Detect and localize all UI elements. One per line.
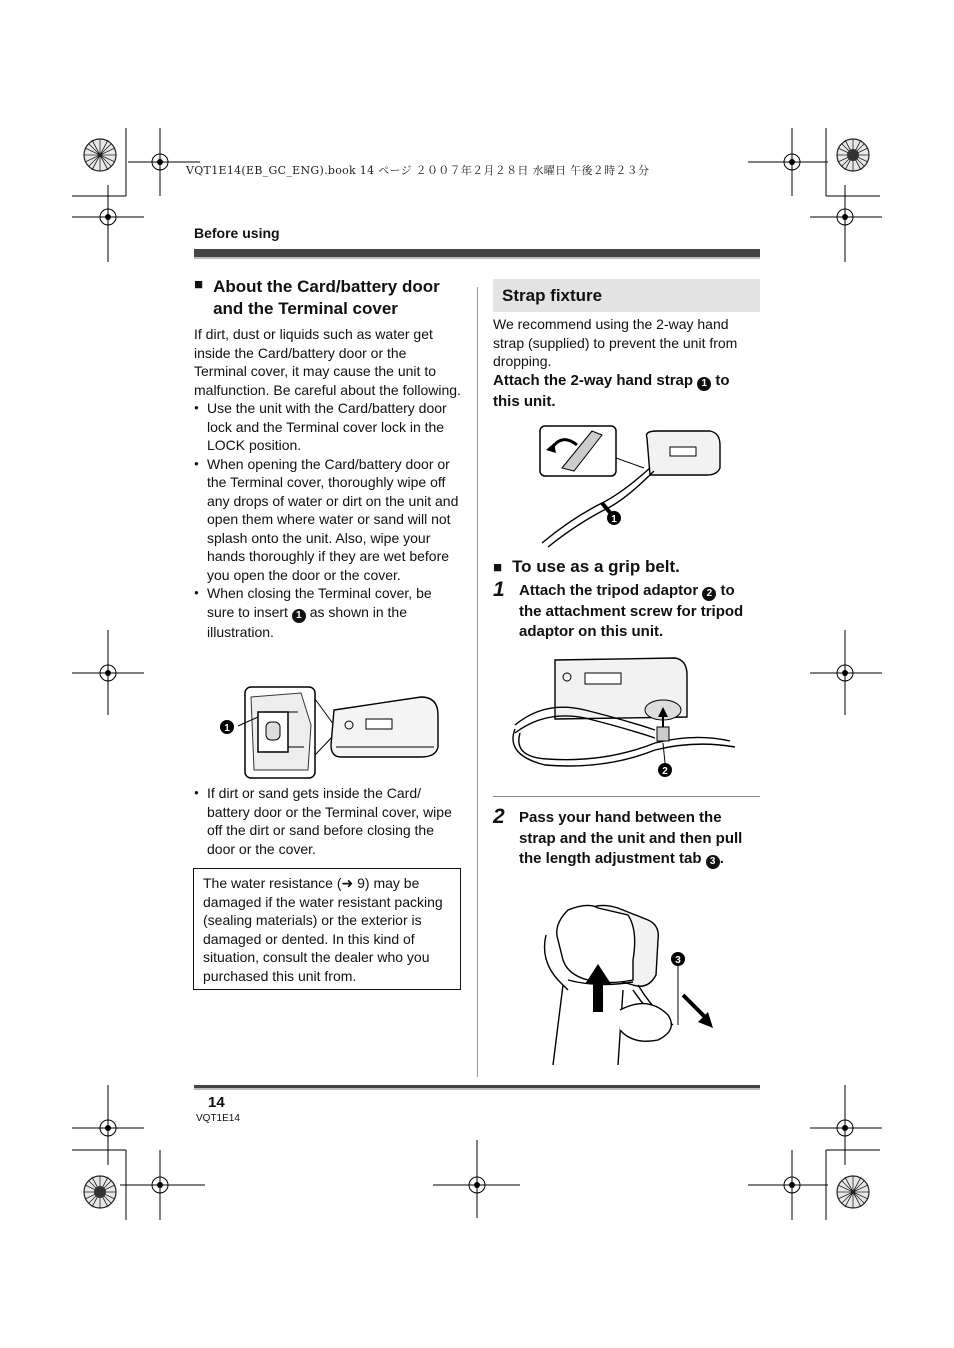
marker-one-label: 1 [224,723,230,734]
marker-one: 1 [697,377,711,391]
section-label: Before using [194,225,280,241]
marker-three-label: 3 [675,955,681,966]
bullet-closing-text-a: When closing the Terminal cover, be sure to insert [207,585,432,620]
attach-strap-instruction [493,371,760,412]
marker-three: 3 [706,855,720,869]
marker-two-label: 2 [662,766,668,777]
square-bullet-icon: ■ [493,558,503,576]
strap-recommendation: We recommend using the 2-way hand strap (supplied) to prevent the unit from dropping. [493,316,738,369]
strap-attach-illustration [532,423,732,553]
step-2-text [519,805,760,870]
strap-fixture-heading: Strap fixture [493,279,760,312]
step-2-text-b: . [719,850,724,867]
tripod-adaptor-illustration [505,655,750,783]
left-column-lower [194,784,462,858]
grip-belt-title: To use as a grip belt. [512,557,680,576]
attach-strap-text-a: Attach the 2-way hand strap [493,372,694,389]
step-separator [493,796,760,797]
attach-strap-text-b: to this unit. [493,372,730,410]
step-1 [493,578,760,643]
left-column [194,276,462,641]
column-divider [477,287,478,1077]
page-number: 14 [208,1094,225,1111]
hand-grip-illustration [538,900,718,1070]
bullet-closing [194,584,462,641]
bottom-rule-light [194,1088,760,1090]
print-header: VQT1E14(EB_GC_ENG).book 14 ページ ２００７年２月２８日 水曜日 午後２時２３分 [186,164,650,177]
marker-one-label: 1 [611,514,617,525]
terminal-cover-illustration [216,685,446,780]
step-2-number: 2 [493,805,505,828]
step-1-number: 1 [493,578,505,601]
top-rule [194,249,760,257]
step-2 [493,805,760,870]
marker-two: 2 [702,587,716,601]
card-door-heading [194,276,462,320]
step-1-text-a: Attach the tripod adaptor [519,582,699,599]
card-door-title: About the Card/battery door and the Terminal cover [213,277,440,318]
top-rule-light [194,257,760,259]
bullet-lock-position: ● Use the unit with the Card/battery door lock and the Terminal cover lock in the LOCK position. [194,399,462,455]
step-1-text-b: to the attachment screw for tripod adaptor on this unit. [519,582,744,640]
document-code: VQT1E14 [196,1113,240,1124]
bullet-opening: ● When opening the Card/battery door or the Terminal cover, thoroughly wipe off any drops of water or dirt on the unit and open them where water or sand will not splash onto the unit. Also, wipe your hands thoroughly if they are wet before you open the door or the cover. [194,455,462,585]
grip-belt-heading [493,556,680,578]
square-bullet-icon: ■ [194,276,204,293]
water-resistance-note: The water resistance (➜ 9) may be damaged if the water resistant packing (sealing materials) or the exterior is damaged or dented. In this kind of situation, consult the dealer who you purchased this unit from. [193,868,461,990]
intro-paragraph: If dirt, dust or liquids such as water get inside the Card/battery door or the Terminal cover, it may cause the unit to malfunction. Be careful about the following. [194,326,461,398]
bullet-closing-text-b: as shown in the illustration. [207,603,408,640]
step-1-text [519,578,760,643]
step-2-text-a: Pass your hand between the strap and the unit and then pull the length adjustment tab [519,809,743,867]
marker-one: 1 [292,609,306,623]
bullet-dirt-sand: ● If dirt or sand gets inside the Card/ battery door or the Terminal cover, wipe off the dirt or sand before closing the door or the cover. [194,784,462,858]
